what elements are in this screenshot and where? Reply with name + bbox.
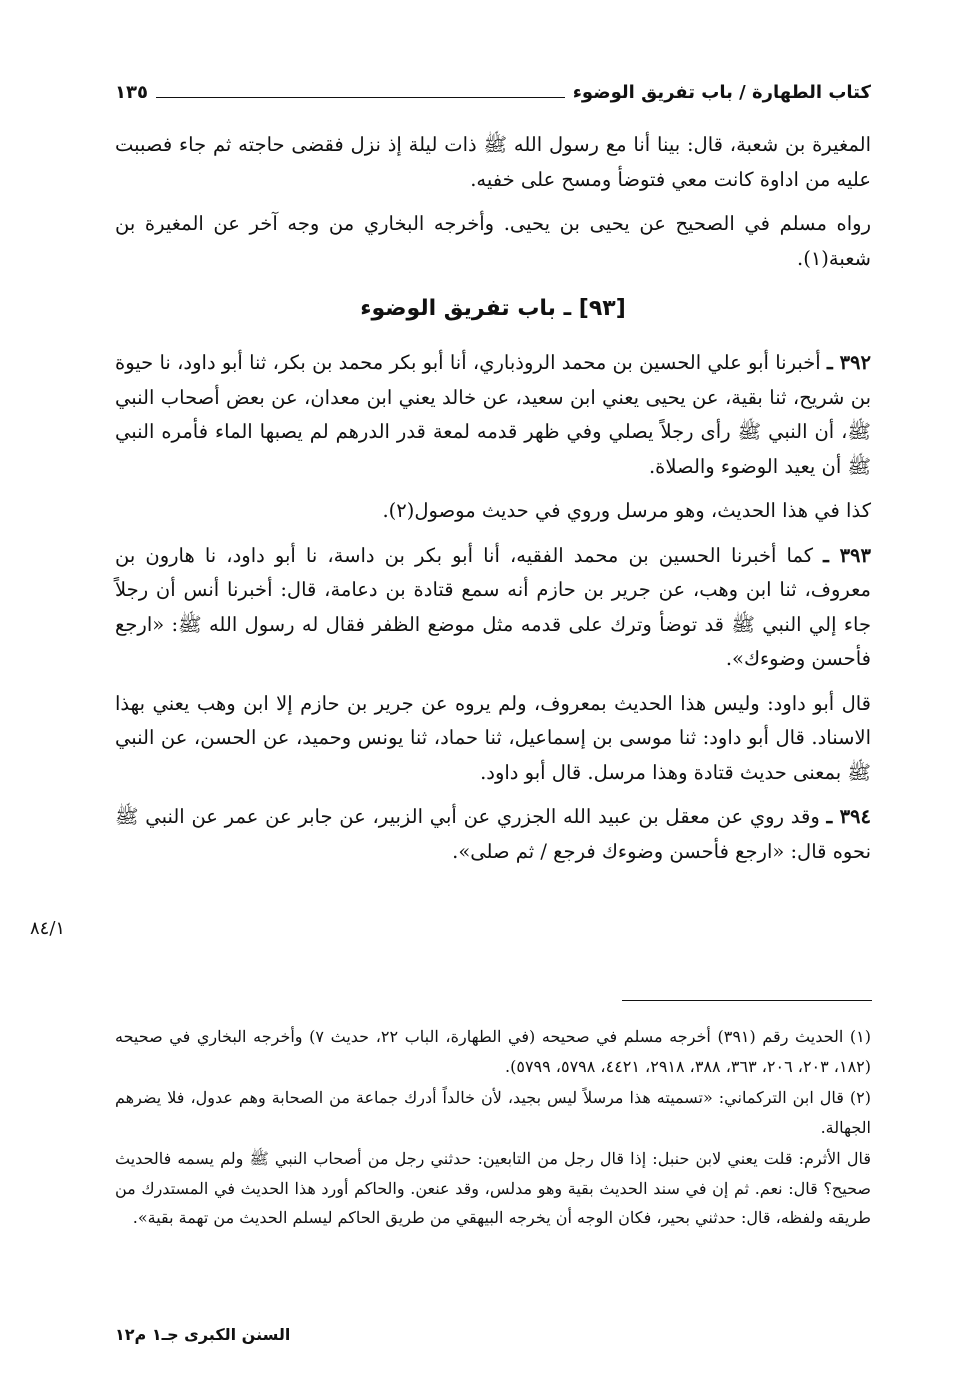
hadith-number: ٣٩٤ ـ — [826, 805, 871, 828]
page-footer: السنن الكبرى جـ١ م١٢ — [115, 1325, 291, 1344]
running-header — [115, 74, 871, 110]
margin-reference: ٨٤/١ — [30, 918, 66, 939]
main-text — [115, 128, 871, 879]
hadith-number: ٣٩٢ ـ — [827, 351, 871, 374]
hadith-number: ٣٩٣ ـ — [823, 543, 871, 567]
footnotes — [115, 1022, 871, 1235]
footnote-2: (٢) قال ابن التركماني: «تسميته هذا مرسلاً ليس بجيد، لأن خالداً أدرك جماعة من الصحابة وهم عدول، فلا يضرهم الجهالة. — [115, 1088, 871, 1137]
footnote-1: (١) الحديث رقم (٣٩١) أخرجه مسلم في صحيحه (في الطهارة، الباب ٢٢، حديث ٧) وأخرجه البخاري في صحيحه (١٨٢، ٢٠٣، ٢٠٦، ٣٦٣، ٣٨٨، ٢٩١٨، ٤٤٢١، ٥٧٩٨، ٥٧٩٩). — [115, 1027, 871, 1076]
hadith-394 — [115, 800, 871, 869]
paragraph: قال أبو داود: وليس هذا الحديث بمعروف، ولم يروه عن جرير بن حازم إلا ابن وهب يعني بهذا الاسناد. قال أبو داود: ثنا موسى بن إسماعيل، ثنا حماد، ثنا يونس وحميد، عن الحسن، عن النبي ﷺ بمعنى حديث قتادة وهذا مرسل. قال أبو داود. — [115, 691, 871, 784]
footnote-divider — [622, 1000, 872, 1001]
paragraph: المغيرة بن شعبة، قال: بينا أنا مع رسول الله ﷺ ذات ليلة إذ نزل فقضى حاجته ثم جاء فصببت عليه من اداوة كانت معي فتوضأ ومسح على خفيه. — [115, 133, 871, 191]
hadith-text: كما أخبرنا الحسين بن محمد الفقيه، أنا أبو بكر بن داسة، نا أبو داود، نا هارون بن معروف، ثنا ابن وهب، عن جرير بن حازم أنه سمع قتادة بن دعامة، قال: أخبرنا أنس أن رجلاً جاء إلي النبي ﷺ قد توضأ وترك على قدمه مثل موضع الظفر فقال له رسول الله ﷺ: «ارجع فأحسن وضوءك». — [115, 543, 871, 670]
paragraph: كذا في هذا الحديث، وهو مرسل وروي في حديث موصول(٢). — [382, 499, 871, 522]
hadith-392 — [115, 346, 871, 484]
hadith-393 — [115, 539, 871, 677]
hadith-text: وقد روي عن معقل بن عبيد الله الجزري عن أبي الزبير، عن جابر عن عمر عن النبي ﷺ نحوه قال: «ارجع فأحسن وضوءك فرجع / ثم صلى». — [115, 805, 871, 863]
page-number: ١٣٥ — [115, 81, 148, 103]
section-title: [٩٣] ـ باب تفريق الوضوء — [360, 296, 626, 321]
header-title: كتاب الطهارة / باب تفريق الوضوء — [572, 81, 871, 103]
hadith-text: أخبرنا أبو علي الحسين بن محمد الروذباري، أنا أبو بكر محمد بن بكر، ثنا أبو داود، نا حيوة بن شريح، ثنا بقية، عن يحيى يعني ابن سعيد، عن خالد يعني ابن معدان، عن بعض أصحاب النبي ﷺ، أن النبي ﷺ رأى رجلاً يصلي وفي ظهر قدمه لمعة قدر الدرهم لم يصبها الماء فأمره النبي ﷺ أن يعيد الوضوء والصلاة. — [115, 351, 871, 478]
header-rule — [156, 97, 565, 98]
footnote-2-continuation: قال الأثرم: قلت يعني لابن حنبل: إذا قال رجل من التابعين: حدثني رجل من أصحاب النبي ﷺ ولم يسمه فالحديث صحيح؟ قال: نعم. ثم إن في سند الحديث بقية وهو مدلس، وقد عنعن. والحاكم أورد هذا الحديث في المستدرك من طريقه ولفظه، قال: حدثني بحير، فكان الوجه أن يخرجه البيهقي من طريق الحاكم ليسلم الحديث من تهمة بقية». — [115, 1149, 871, 1227]
paragraph: رواه مسلم في الصحيح عن يحيى بن يحيى. وأخرجه البخاري من وجه آخر عن المغيرة بن شعبة(١). — [115, 212, 871, 270]
